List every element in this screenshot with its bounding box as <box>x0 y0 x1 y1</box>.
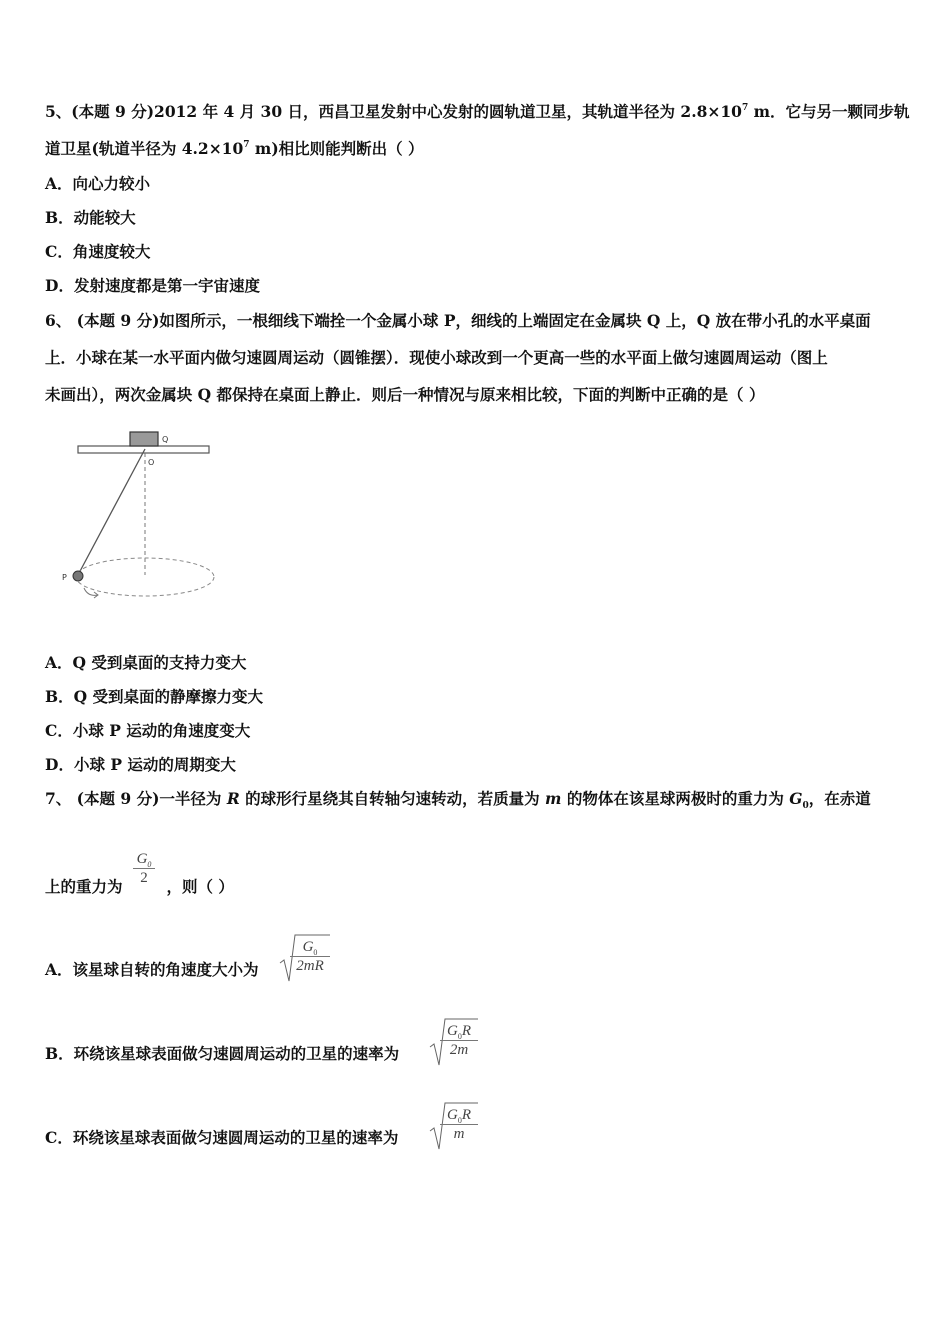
q6-option-a: A．Q 受到桌面的支持力变大 <box>45 653 247 672</box>
q5-line1-tail: m．它与另一颗同步轨 <box>748 102 910 121</box>
opt-b-den: 2m <box>440 1040 478 1059</box>
opt-a-den: 2mR <box>290 956 330 975</box>
opt-a-num-sub: 0 <box>313 948 318 957</box>
q7-option-b-fraction <box>440 1022 478 1059</box>
q7-line1-b: 的球形行星绕其自转轴匀速转动，若质量为 <box>239 789 546 808</box>
q7-var-r: R <box>226 789 240 808</box>
q7-option-b-text: B．环绕该星球表面做匀速圆周运动的卫星的速率为 <box>45 1044 400 1063</box>
q7-line2-b: ，则（ ） <box>166 877 234 896</box>
q7-line1-c: 的物体在该星球两极时的重力为 <box>561 789 790 808</box>
q7-option-a-text: A．该星球自转的角速度大小为 <box>45 960 259 979</box>
opt-c-num-tail: R <box>461 1107 471 1123</box>
q7-var-g-sub: 0 <box>802 801 809 812</box>
ball-p <box>73 571 83 581</box>
q6-option-b: B．Q 受到桌面的静摩擦力变大 <box>45 687 263 706</box>
q5-option-d: D．发射速度都是第一宇宙速度 <box>45 276 260 295</box>
label-q: Q <box>162 435 169 444</box>
q5-line1 <box>45 102 910 122</box>
q6-line1: 6、 (本题 9 分)如图所示，一根细线下端拴一个金属小球 P，细线的上端固定在金属块 Q 上，Q 放在带小孔的水平桌面 <box>45 311 871 330</box>
q7-line1-a: 7、 (本题 9 分)一半径为 <box>45 789 227 808</box>
string <box>78 449 145 575</box>
label-p: P <box>62 573 67 582</box>
frac-main-num-sub: 0 <box>147 860 152 869</box>
q7-line1 <box>45 789 871 812</box>
opt-b-num: G <box>446 1023 458 1039</box>
q6-option-d: D．小球 P 运动的周期变大 <box>45 755 236 774</box>
q7-line1-d: ，在赤道 <box>808 789 871 808</box>
opt-b-num-sub: 0 <box>457 1032 462 1041</box>
q7-var-g: G <box>789 789 803 808</box>
q5-line2-tail: m)相比则能判断出（ ） <box>249 139 424 158</box>
fraction-g0-over-2 <box>133 850 155 887</box>
q7-var-m: m <box>545 789 562 808</box>
q5-line2 <box>45 139 424 159</box>
q5-line2-exponent: 7 <box>243 140 250 150</box>
q6-line3: 未画出），两次金属块 Q 都保持在桌面上静止．则后一种情况与原来相比较，下面的判断中正确的是（ ） <box>45 385 765 404</box>
opt-a-num: G <box>302 939 314 955</box>
circular-orbit <box>76 558 214 596</box>
q6-line2: 上．小球在某一水平面内做匀速圆周运动（圆锥摆）．现使小球改到一个更高一些的水平面上做匀速圆周运动（图上 <box>45 348 828 367</box>
frac-main-num: G <box>136 851 148 867</box>
q7-option-c-text: C．环绕该星球表面做匀速圆周运动的卫星的速率为 <box>45 1128 399 1147</box>
opt-b-num-tail: R <box>461 1023 471 1039</box>
frac-main-den: 2 <box>133 868 155 887</box>
opt-c-num: G <box>446 1107 458 1123</box>
metal-block-q <box>130 432 158 446</box>
q7-option-c-fraction <box>440 1106 478 1143</box>
q5-option-a: A．向心力较小 <box>45 174 151 193</box>
q6-option-c: C．小球 P 运动的角速度变大 <box>45 721 251 740</box>
label-o: O <box>148 458 155 467</box>
q5-line1-text: 5、(本题 9 分)2012 年 4 月 30 日，西昌卫星发射中心发射的圆轨道卫星，其轨道半径为 2.8×10 <box>45 102 742 121</box>
opt-c-num-sub: 0 <box>457 1116 462 1125</box>
q7-line2-a: 上的重力为 <box>45 877 123 896</box>
q5-option-c: C．角速度较大 <box>45 242 151 261</box>
q5-line2-text: 道卫星(轨道半径为 4.2×10 <box>45 139 244 158</box>
q5-line1-exponent: 7 <box>741 103 749 113</box>
conical-pendulum-figure <box>60 425 230 610</box>
q7-option-a-fraction <box>290 938 330 975</box>
q5-option-b: B．动能较大 <box>45 208 136 227</box>
opt-c-den: m <box>440 1124 478 1143</box>
